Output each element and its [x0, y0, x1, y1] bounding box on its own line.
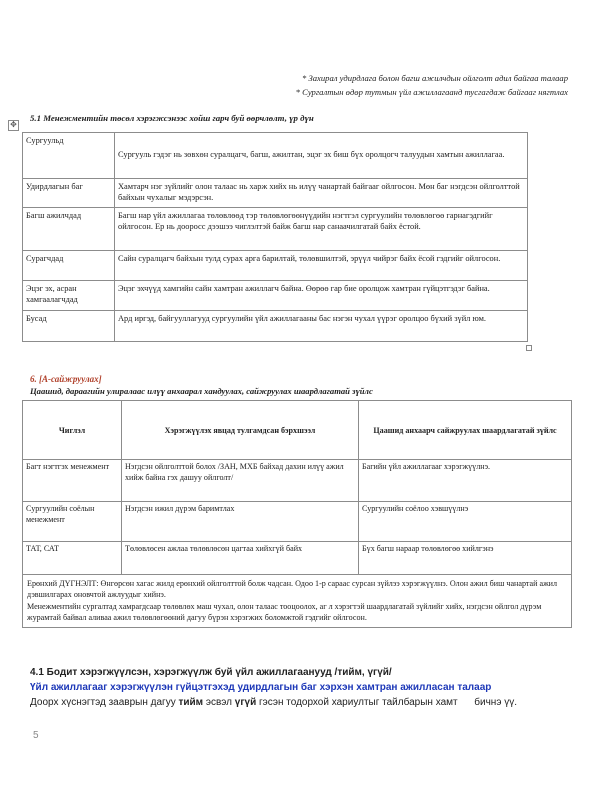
row-label: Удирдлагын баг: [23, 179, 115, 208]
evaluation-paragraph: Менежментийн сургалтад хамрагдсаар төлөвлөх маш чухал, олон талаас тооцоолох, аг л хэрэгтэй шаардлагатай зүйлийг хийх, нэгдсэн ойлгол дүрэм журамтай байвал аливаа ажил төлөвлөгөөний дагуу бүрэн хэрэгжих боломжтой гэдгийг ойлгосон.: [27, 601, 542, 623]
row-text: Ард иргэд, байгууллагууд сургуулийн үйл ажиллагааны бас нэгэн чухал үүрэг оролцоо бүхий зүйл юм.: [115, 311, 528, 342]
no-word: үгүй: [234, 697, 257, 708]
row-text: Хамтарч нэг зүйлийг олон талаас нь харж хийх нь илүү чанартай байгааг ойлгосон. Мөн баг нэгдсэн ойлголттой байхын чухалыг мэдэрсэн.: [115, 179, 528, 208]
note-line-1: * Захирал удирдлага болон багш ажилчдын ойлголт адил байгаа талаар: [302, 73, 568, 83]
improve-cell: Бүх багш нараар төлөвлөгөө хийлгэнэ: [359, 542, 572, 575]
yes-word: тийм: [178, 697, 204, 708]
column-header: Хэрэгжүүлэх явцад тулгамдсан бэрхшээл: [122, 401, 359, 460]
section-5-1-title: 5.1 Менежментийн төсөл хэрэгжсэнээс хойш гарч буй өөрчлөлт, үр дүн: [30, 113, 314, 123]
table-move-handle-icon[interactable]: ✥: [8, 120, 19, 131]
row-text: Сайн суралцагч байхын тулд сурах арга барилтай, төлөвшилтэй, эрүүл чийрэг байх ёсой гэдгийг ойлгосон.: [115, 251, 528, 281]
row-label: Эцэг эх, асран хамгаалагчдад: [23, 281, 115, 311]
table-row: [23, 502, 572, 542]
instruction-text: Доорх хүснэгтэд зааврын дагуу: [30, 697, 179, 708]
table-row: [23, 208, 528, 251]
section-6-subheading: Цаашид, дараагийн улиралаас илүү анхаарал хандуулах, сайжруулах шаардлагатай зүйлс: [30, 386, 373, 396]
general-evaluation-cell: [23, 575, 572, 628]
direction-cell: ТАТ, САТ: [23, 542, 122, 575]
table-row: [23, 542, 572, 575]
table-row: [23, 311, 528, 342]
column-header: Чиглэл: [23, 401, 122, 460]
row-label: Сурагчдад: [23, 251, 115, 281]
row-label: Бусад: [23, 311, 115, 342]
instruction-text: гэсэн тодорхой хариултыг тайлбарын хамт бичнэ үү.: [256, 697, 517, 708]
row-text-body: Сургууль гэдэг нь зөвхөн суралцагч, багш, ажилтан, эцэг эх биш бүх оролцогч талуудын хамтын ажиллагаа.: [118, 150, 505, 159]
problem-cell: Төлөвлөсен ажлаа төлөвлөсөн цагтаа хийхгүй байх: [122, 542, 359, 575]
table-row: [23, 179, 528, 208]
improve-cell: Багийн үйл ажиллагааг хэрэгжүүлнэ.: [359, 460, 572, 502]
table-resize-handle[interactable]: [526, 345, 532, 351]
table-row: [23, 133, 528, 179]
row-text: Багш нар үйл ажиллагаа төлөвлөөд тэр төлөвлөгөөнүүдийн нэгтгэл сургуулийн төлөвлөгөө гарнагэдгийг ойлгосон. Ер нь дооросс дээшээ чиглэлтэй байж багш нар санаачилгатай байх ёстой.: [115, 208, 528, 251]
section-6-heading: 6. [А-сайжруулах]: [30, 374, 102, 384]
table-header-row: [23, 401, 572, 460]
column-header: Цаашид анхаарч сайжруулах шаардлагатай зүйлс: [359, 401, 572, 460]
improvement-table: [22, 400, 572, 628]
page-number: 5: [33, 730, 39, 741]
evaluation-paragraph: Ерөнхий ДҮГНЭЛТ: Өнгөрсөн хагас жилд ерөнхий ойлголттой болж чадсан. Одоо 1-р сараас сурсан зүйлээ хэрэгжүүлнэ. Олон ажил биш чанартай ажил дэвшилгарах оновчтой ажлуудыг хийнэ.: [27, 579, 558, 600]
section-4-1-blue-line: Үйл ажиллагааг хэрэгжүүлэн гүйцэтгэхэд удирдлагын баг хэрхэн хамтран ажилласан талаар: [30, 682, 492, 693]
table-row: [23, 251, 528, 281]
note-line-2: * Сургалтын өдөр тутмын үйл ажиллагаанд тусгагдаж байгааг нягтлах: [295, 87, 568, 97]
direction-cell: Багт нэгтгэх менежмент: [23, 460, 122, 502]
problem-cell: Нэгдсэн ижил дүрэм баримтлах: [122, 502, 359, 542]
direction-cell: Сургуулийн соёлын менежмент: [23, 502, 122, 542]
section-4-1-instruction: [30, 697, 517, 708]
row-text: Эцэг эхчүүд хамгийн сайн хамтран ажиллагч байна. Өөрөө гар бие оролцож хамтран гүйцэтгэдэг байна.: [115, 281, 528, 311]
problem-cell: Нэгдсэн ойлголттой болох /ЗАН, МХБ байхад дахин илүү ажил хийж байна гэх дашуу ойлголт/: [122, 460, 359, 502]
table-row: [23, 460, 572, 502]
instruction-text: эсвэл: [203, 697, 235, 708]
row-label: Сургуульд: [23, 133, 115, 179]
row-label: Багш ажилчдад: [23, 208, 115, 251]
section-4-1-heading: 4.1 Бодит хэрэгжүүлсэн, хэрэгжүүлж буй үйл ажиллагаанууд /тийм, үгүй/: [30, 667, 392, 678]
table-row: [23, 575, 572, 628]
improve-cell: Сургуулийн соёлоо хэвшүүлнэ: [359, 502, 572, 542]
row-text: [115, 133, 528, 179]
changes-table: [22, 132, 528, 342]
table-row: [23, 281, 528, 311]
